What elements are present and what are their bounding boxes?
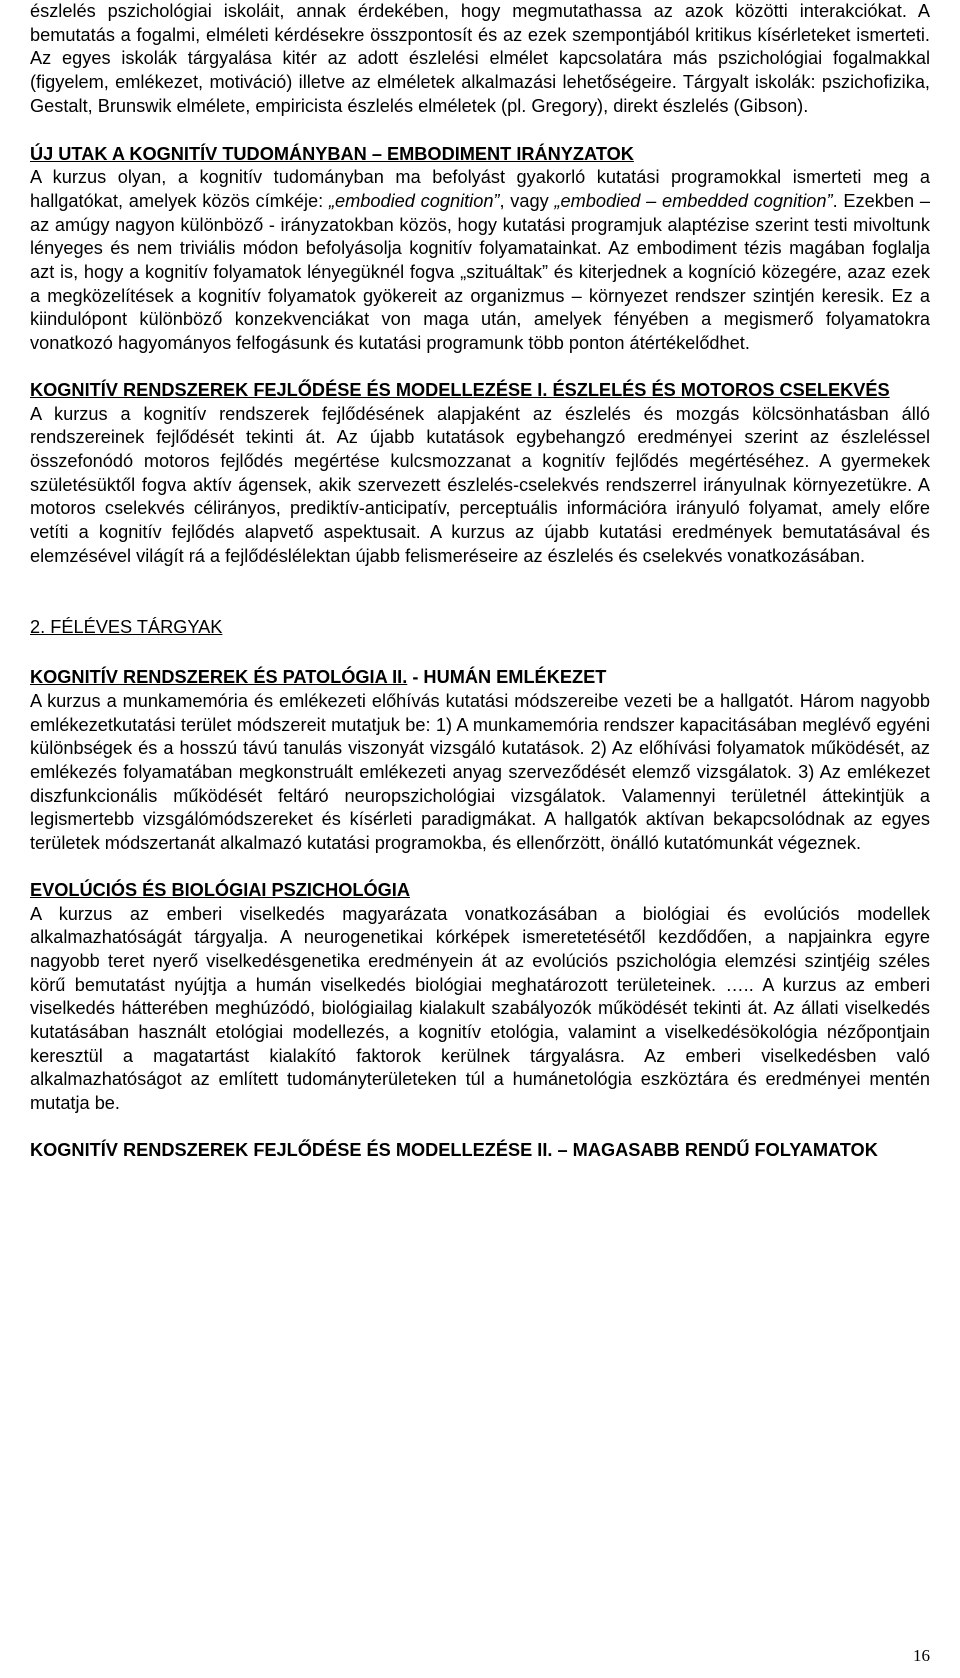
document-page: [30, 0, 930, 1163]
embodiment-term-2: „embodied – embedded cognition”: [554, 190, 833, 211]
embodiment-paragraph: [30, 166, 930, 356]
semester-heading: 2. FÉLÉVES TÁRGYAK: [30, 617, 223, 638]
embodiment-term-1: „embodied cognition”: [328, 190, 500, 211]
intro-paragraph: észlelés pszichológiai iskoláit, annak érdekében, hogy megmutathassa az azok közötti interakciókat. A bemutatás a fogalmi, elméleti kérdésekre összpontosít és az ezek szempontjából kritikus kísérleteket ismerteti. Az egyes iskolák tárgyalása kitér az adott észlelési elmélet kapcsolatára más pszichológiai fogalmakkal (figyelem, emlékezet, motiváció) illetve az elméletek alkalmazási lehetőségeire. Tárgyalt iskolák: pszichofizika, Gestalt, Brunswik elmélete, empiricista észlelés elméletek (pl. Gregory), direkt észlelés (Gibson).: [30, 1, 930, 116]
embodiment-text-c: . Ezekben – az amúgy nagyon különböző - irányzatokban közös, hogy kutatási programjuk alaptézise szerint testi mivoltunk lényeges és nem triviális módon befolyásolja kognitív folyamatainkat. Az embodiment tézis magában foglalja azt is, hogy a kognitív folyamatok lényegüknél fogva „szituáltak” és kiterjednek a kogníció közegére, azaz ezek a megközelítések a kognitív folyamatok gyökereit az organizmus – környezet rendszer szintjén keresik. Ez a kiindulópont különböző konzekvenciákat von maga után, amelyek fényében a megismerő folyamatokra vonatkozó hagyományos felfogásunk és kutatási programunk több ponton átértékelődhet.: [30, 190, 931, 354]
memory-heading-rest: - HUMÁN EMLÉKEZET: [407, 667, 607, 688]
memory-heading: [30, 666, 930, 690]
evolution-paragraph: A kurzus az emberi viselkedés magyarázata vonatkozásában a biológiai és evolúciós modellek alkalmazhatóságát tárgyalja. A neurogenetikai kórképek ismeretetésétől kezdődően, a napjainkra egyre nagyobb teret nyerő viselkedésgenetika eredményein át az evolúciós pszichológia elemzési szintjéig széles körű bemutatást nyújtja a humán viselkedés biológiai meghatározott területeinek. ….. A kurzus az emberi viselkedés hátterében meghúzódó, biológiailag kialakult szabályozók működését tekinti át. Az állati viselkedés kutatásában használt etológiai modellezés, a kognitív etológia, valamint a viselkedésökológia nézőpontjain keresztül a magatartást kialakító faktorok kerülnek tárgyalásra. Az emberi viselkedésben való alkalmazhatóságot az említett tudományterületeken túl a humánetológia eszköztára és eredményei mentén mutatja be.: [30, 903, 930, 1114]
memory-heading-underlined: KOGNITÍV RENDSZEREK ÉS PATOLÓGIA II.: [30, 667, 408, 688]
development-paragraph: A kurzus a kognitív rendszerek fejlődésének alapjaként az észlelés és mozgás kölcsönhatásban álló rendszereinek fejlődését tekinti át. Az újabb kutatások egybehangzó eredményei szerint az észleléssel összefonódó motoros fejlődés megértése kulcsmozzanat a kognitív fejlődés megértéséhez. A gyermekek születésüktől fogva aktív ágensek, akik szervezett észlelés-cselekvés rendszerrel irányulnak környezetükre. A motoros cselekvés célirányos, prediktív-anticipatív, perceptuális információra irányuló folyamat, amely előre vetíti a kognitív fejlődés alapvető aspektusait. A kurzus az újabb kutatási eredmények bemutatásával és elemzésével világít rá a fejlődéslélektan újabb felismeréseire az észlelés és cselekvés vonatkozásában.: [30, 403, 930, 566]
memory-paragraph: A kurzus a munkamemória és emlékezeti előhívás kutatási módszereibe vezeti be a hallgatót. Három nagyobb emlékezetkutatási terület módszereit mutatjuk be: 1) A munkamemória rendszer kapacitásában meglévő egyéni különbségek és a hosszú távú tanulás viszonyát vizsgáló kutatások. 2) Az előhívási folyamatok működését, az emlékezés folyamatában megkonstruált emlékezeti anyag szerveződését elemző vizsgálatok. 3) Az emlékezet diszfunkcionális működését feltáró neuropszichológiai vizsgálatok. Valamennyi területnél áttekintjük a legismertebb vizsgálómódszereket és kísérleti paradigmákat. A hallgatók aktívan bekapcsolódnak az egyes területek módszertanát alkalmazó kutatási programokba, és ellenőrzött, önálló kutatómunkát végeznek.: [30, 690, 930, 854]
embodiment-heading: ÚJ UTAK A KOGNITÍV TUDOMÁNYBAN – EMBODIMENT IRÁNYZATOK: [30, 143, 634, 164]
embodiment-text-b: , vagy: [499, 190, 555, 211]
development2-heading: KOGNITÍV RENDSZEREK FEJLŐDÉSE ÉS MODELLEZÉSE II. – MAGASABB RENDŰ FOLYAMATOK: [30, 1139, 878, 1160]
page-number: 16: [913, 1646, 930, 1665]
evolution-heading: EVOLÚCIÓS ÉS BIOLÓGIAI PSZICHOLÓGIA: [30, 879, 410, 900]
embodiment-text-a: A kurzus olyan, a kognitív tudományban ma befolyást gyakorló kutatási programokkal ismerteti meg a hallgatókat, amelyek közös címkéje:: [30, 167, 930, 211]
development-heading: KOGNITÍV RENDSZEREK FEJLŐDÉSE ÉS MODELLEZÉSE I. ÉSZLELÉS ÉS MOTOROS CSELEKVÉS: [30, 379, 890, 400]
